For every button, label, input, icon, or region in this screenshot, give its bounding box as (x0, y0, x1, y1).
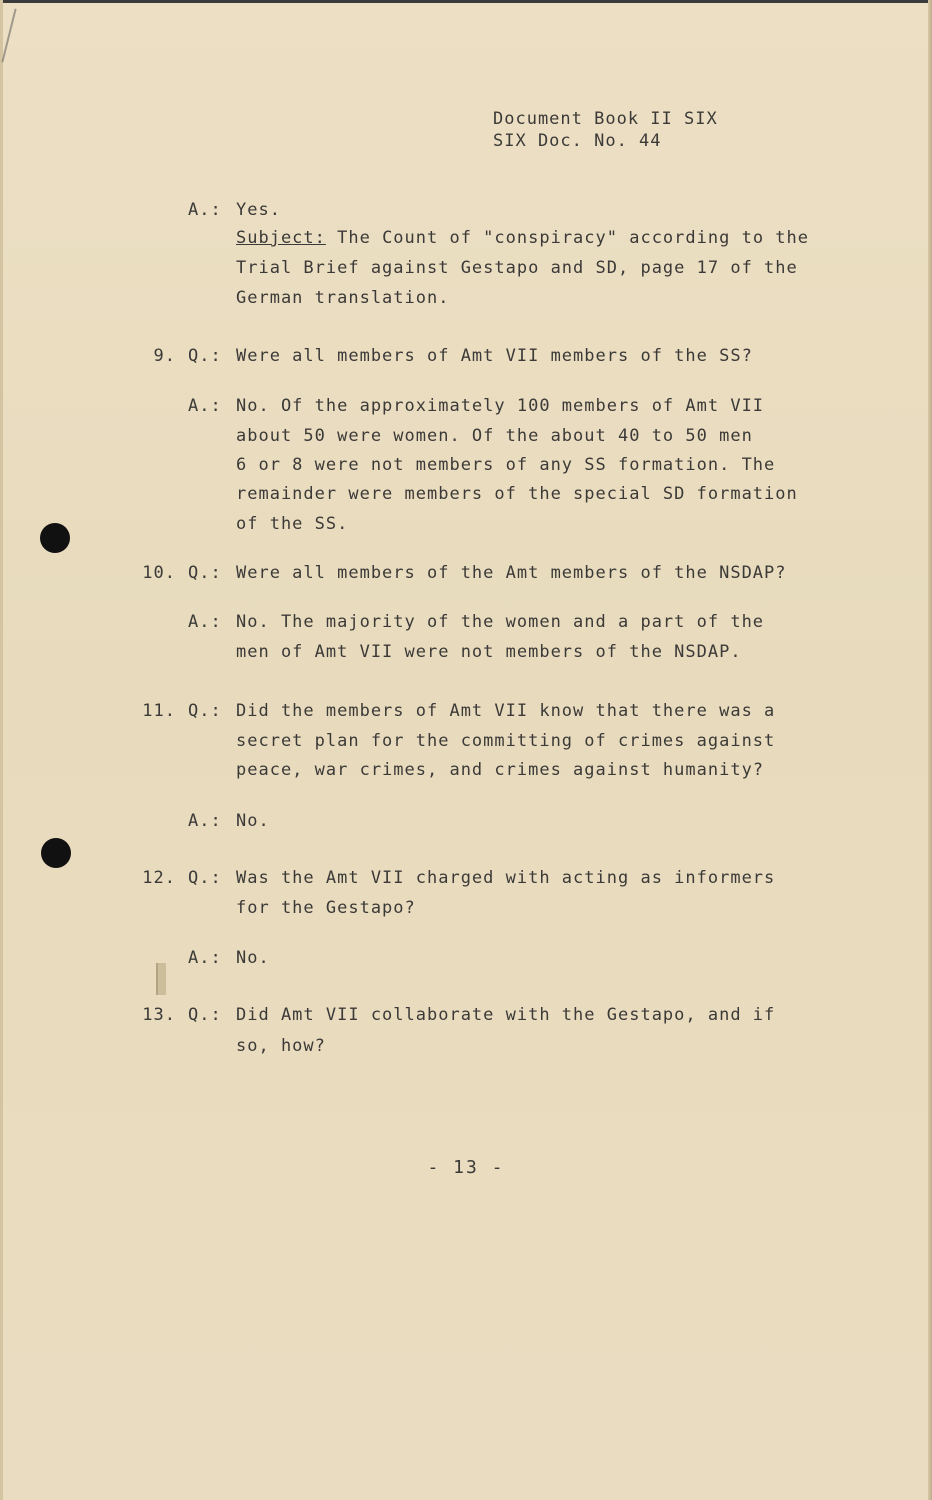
entry-text-line: Was the Amt VII charged with acting as informers (236, 868, 776, 888)
pencil-mark (1, 9, 16, 63)
entry-tag: A.: (188, 948, 222, 968)
entry-text-line: Yes. (236, 200, 281, 220)
punch-hole-top (40, 523, 70, 553)
entry-tag: A.: (188, 200, 222, 220)
entry-text-line: so, how? (236, 1036, 326, 1056)
question-number: 11. (142, 701, 176, 721)
entry-text-line: 6 or 8 were not members of any SS formation. The (236, 455, 776, 475)
entry-tag: Q.: (188, 1005, 222, 1025)
question-number: 9. (153, 346, 176, 366)
question-number: 12. (142, 868, 176, 888)
entry-text-line: Did Amt VII collaborate with the Gestapo, and if (236, 1005, 776, 1025)
entry-text-line: Were all members of the Amt members of the NSDAP? (236, 563, 787, 583)
entry-text-line: Were all members of Amt VII members of the SS? (236, 346, 753, 366)
entry-tag: Q.: (188, 563, 222, 583)
header-line-2: SIX Doc. No. 44 (493, 131, 662, 151)
question-number: 10. (142, 563, 176, 583)
entry-text-line: No. (236, 811, 270, 831)
question-number: 13. (142, 1005, 176, 1025)
page-number: - 13 - (427, 1157, 505, 1178)
subject-line-2: Trial Brief against Gestapo and SD, page 17 of the (236, 258, 798, 278)
entry-text-line: men of Amt VII were not members of the NSDAP. (236, 642, 742, 662)
entry-tag: A.: (188, 396, 222, 416)
entry-text-line: Did the members of Amt VII know that there was a (236, 701, 776, 721)
punch-hole-bottom (41, 838, 71, 868)
page-top-edge (0, 0, 932, 3)
entry-tag: Q.: (188, 701, 222, 721)
entry-tag: A.: (188, 811, 222, 831)
entry-text-line: about 50 were women. Of the about 40 to 50 men (236, 426, 753, 446)
entry-text-line: No. Of the approximately 100 members of Amt VII (236, 396, 765, 416)
subject-line-1 (236, 223, 809, 253)
header-line-1: Document Book II SIX (493, 109, 718, 129)
tape-mark (156, 963, 166, 995)
document-header (493, 108, 718, 152)
entry-text-line: of the SS. (236, 514, 349, 534)
entry-text-line: for the Gestapo? (236, 898, 416, 918)
entry-text-line: peace, war crimes, and crimes against humanity? (236, 760, 765, 780)
entry-text-line: secret plan for the committing of crimes against (236, 731, 776, 751)
entry-tag: A.: (188, 612, 222, 632)
page-left-edge (0, 0, 3, 1500)
entry-text-line: remainder were members of the special SD formation (236, 484, 798, 504)
page-right-edge (928, 0, 932, 1500)
subject-label: Subject: (236, 228, 326, 248)
entry-text-line: No. (236, 948, 270, 968)
subject-line-3: German translation. (236, 288, 450, 308)
entry-text-line: No. The majority of the women and a part of the (236, 612, 765, 632)
entry-tag: Q.: (188, 346, 222, 366)
subject-text: The Count of "conspiracy" according to the (325, 228, 809, 248)
entry-tag: Q.: (188, 868, 222, 888)
